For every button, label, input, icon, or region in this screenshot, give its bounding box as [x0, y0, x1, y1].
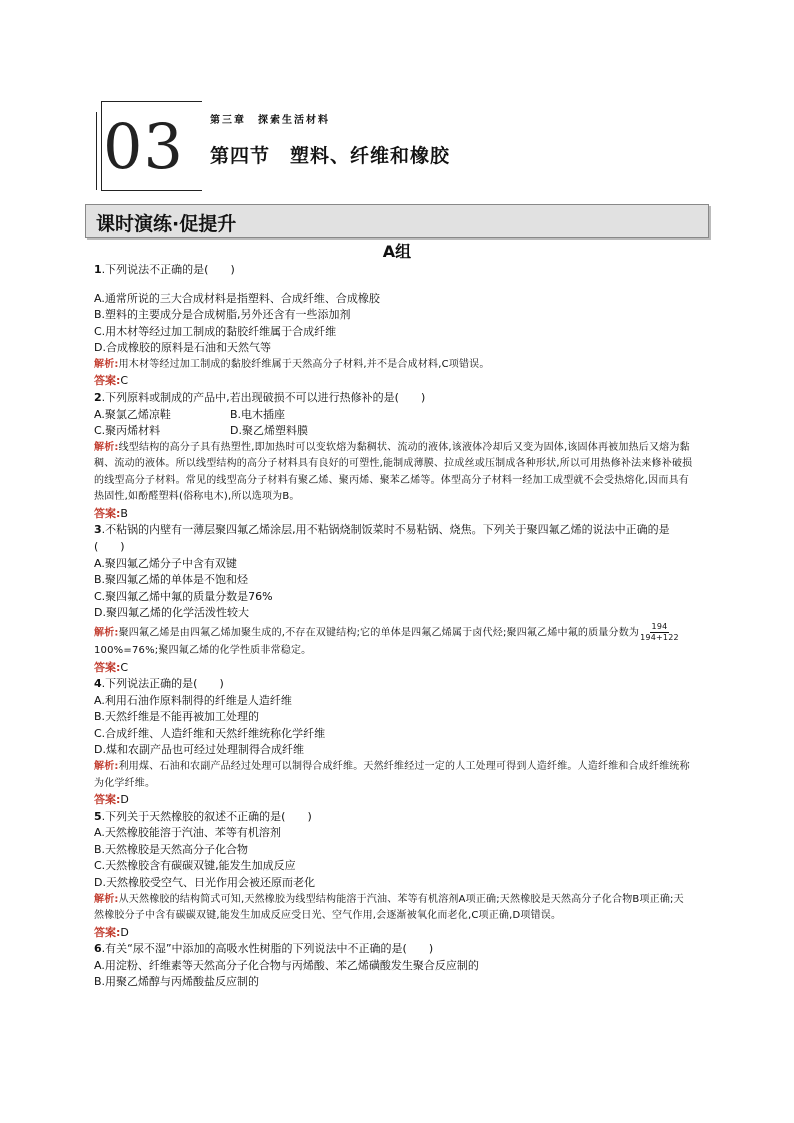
explanation-text: 利用煤、石油和农副产品经过处理可以制得合成纤维。天然纤维经过一定的人工处理可得到人造纤维。人造纤维和合成纤维统称为化学纤维。 [94, 761, 690, 789]
option-d: D.合成橡胶的原料是石油和天然气等 [94, 341, 271, 355]
question-3 [94, 522, 694, 676]
question-number: 4 [94, 677, 102, 691]
option-b: B.天然纤维是不能再被加工处理的 [94, 710, 260, 724]
question-2 [94, 390, 694, 522]
answer-label: 答案: [94, 506, 121, 520]
chapter-number: 03 [103, 110, 184, 183]
question-6 [94, 941, 694, 991]
option-a: A.聚氯乙烯凉鞋 [94, 407, 171, 421]
question-5 [94, 809, 694, 942]
option-a: A.用淀粉、纤维素等天然高分子化合物与丙烯酸、苯乙烯磺酸发生聚合反应制的 [94, 958, 479, 972]
explanation-text-cont: 100%=76%;聚四氟乙烯的化学性质非常稳定。 [94, 645, 312, 656]
answer-value: B [120, 506, 128, 520]
explanation-text: 线型结构的高分子具有热塑性,即加热时可以变软熔为黏稠状、流动的液体,该液体冷却后又变为固体,该固体再被加热后又熔为黏稠、流动的液体。所以线型结构的高分子材料具有良好的可塑性,能制成薄膜、拉成丝或压制成各种形状,所以可用热修补法来修补破损的线型高分子材料。常见的线型高分子材料有聚乙烯、聚丙烯、聚苯乙烯等。体型高分子材料一经加工成型就不会受热熔化,因而具有热固性,如酚醛塑料(俗称电木),所以选项为B。 [94, 441, 693, 503]
answer [94, 792, 694, 809]
option-d: D.煤和农副产品也可经过处理制得合成纤维 [94, 743, 304, 757]
answer-label: 答案: [94, 793, 121, 807]
question-stem: .不粘锅的内壁有一薄层聚四氟乙烯涂层,用不粘锅烧制饭菜时不易粘锅、烧焦。下列关于聚四氟乙烯的说法中正确的是( ) [94, 523, 670, 554]
question-4 [94, 676, 694, 809]
explanation [94, 357, 694, 374]
fraction-denominator: 194+122 [640, 633, 679, 642]
option-b: B.塑料的主要成分是合成树脂,另外还含有一些添加剂 [94, 308, 351, 322]
explanation [94, 892, 694, 925]
answer [94, 373, 694, 390]
option-a: A.聚四氟乙烯分子中含有双键 [94, 556, 237, 570]
explanation-label: 解析: [94, 627, 119, 639]
question-stem: .有关“尿不湿”中添加的高吸水性树脂的下列说法中不正确的是( ) [101, 942, 434, 956]
option-a: A.通常所说的三大合成材料是指塑料、合成纤维、合成橡胶 [94, 291, 380, 305]
question-number: 3 [94, 523, 102, 537]
question-stem: .下列原料或制成的产品中,若出现破损不可以进行热修补的是( ) [101, 391, 426, 405]
question-list [94, 262, 694, 991]
section-title: 第四节 塑料、纤维和橡胶 [210, 145, 451, 167]
chapter-title: 第三章 探索生活材料 [210, 115, 330, 126]
option-d: D.聚四氟乙烯的化学活泼性较大 [94, 606, 249, 620]
answer-label: 答案: [94, 925, 121, 939]
option-a: A.利用石油作原料制得的纤维是人造纤维 [94, 693, 292, 707]
option-d: D.聚乙烯塑料膜 [230, 424, 308, 438]
option-c: C.天然橡胶含有碳碳双键,能发生加成反应 [94, 859, 296, 873]
answer-value: D [120, 793, 129, 807]
option-c: C.聚丙烯材料 [94, 424, 161, 438]
explanation-label: 解析: [94, 761, 119, 773]
option-d: D.天然橡胶受空气、日光作用会被还原而老化 [94, 876, 315, 890]
option-c: C.用木材等经过加工制成的黏胶纤维属于合成纤维 [94, 324, 337, 338]
exercise-banner-title: 课时演练·促提升 [96, 213, 237, 235]
explanation-label: 解析: [94, 358, 119, 370]
option-b: B.聚四氟乙烯的单体是不饱和烃 [94, 573, 249, 587]
answer [94, 925, 694, 942]
explanation-text: 聚四氟乙烯是由四氟乙烯加聚生成的,不存在双键结构;它的单体是四氟乙烯属于卤代烃;聚四氟乙烯中氟的质量分数为 [118, 627, 640, 639]
question-stem: .下列说法正确的是( ) [101, 677, 224, 691]
fraction [640, 622, 679, 643]
question-number: 5 [94, 809, 102, 823]
answer-value: C [120, 660, 129, 674]
answer [94, 660, 694, 677]
question-number: 1 [94, 263, 102, 276]
explanation-label: 解析: [94, 441, 119, 453]
answer-value: D [120, 925, 129, 939]
question-1 [94, 262, 694, 390]
group-label: A组 [382, 242, 412, 261]
question-stem: .下列说法不正确的是( ) [101, 263, 235, 276]
explanation [94, 759, 694, 792]
option-b: B.天然橡胶是天然高分子化合物 [94, 842, 249, 856]
option-c: C.聚四氟乙烯中氟的质量分数是76% [94, 589, 273, 603]
fraction-numerator: 194 [651, 622, 668, 631]
question-number: 2 [94, 391, 102, 405]
option-b: B.电木插座 [230, 407, 286, 421]
option-b: B.用聚乙烯醇与丙烯酸盐反应制的 [94, 975, 260, 989]
option-a: A.天然橡胶能溶于汽油、苯等有机溶剂 [94, 826, 281, 840]
explanation [94, 622, 694, 660]
explanation-text: 用木材等经过加工制成的黏胶纤维属于天然高分子材料,并不是合成材料,C项错误。 [118, 358, 490, 370]
answer-label: 答案: [94, 660, 121, 674]
explanation-text: 从天然橡胶的结构简式可知,天然橡胶为线型结构能溶于汽油、苯等有机溶剂A项正确;天然橡胶是天然高分子化合物B项正确;天然橡胶分子中含有碳碳双键,能发生加成反应受日光、空气作用,会逐渐被氧化而老化,C项正确,D项错误。 [94, 893, 684, 922]
option-c: C.合成纤维、人造纤维和天然纤维统称化学纤维 [94, 726, 326, 740]
answer [94, 506, 694, 523]
explanation-label: 解析: [94, 893, 119, 905]
question-number: 6 [94, 942, 102, 956]
explanation [94, 440, 694, 506]
answer-label: 答案: [94, 374, 121, 388]
question-stem: .下列关于天然橡胶的叙述不正确的是( ) [101, 809, 312, 823]
answer-value: C [120, 374, 129, 388]
